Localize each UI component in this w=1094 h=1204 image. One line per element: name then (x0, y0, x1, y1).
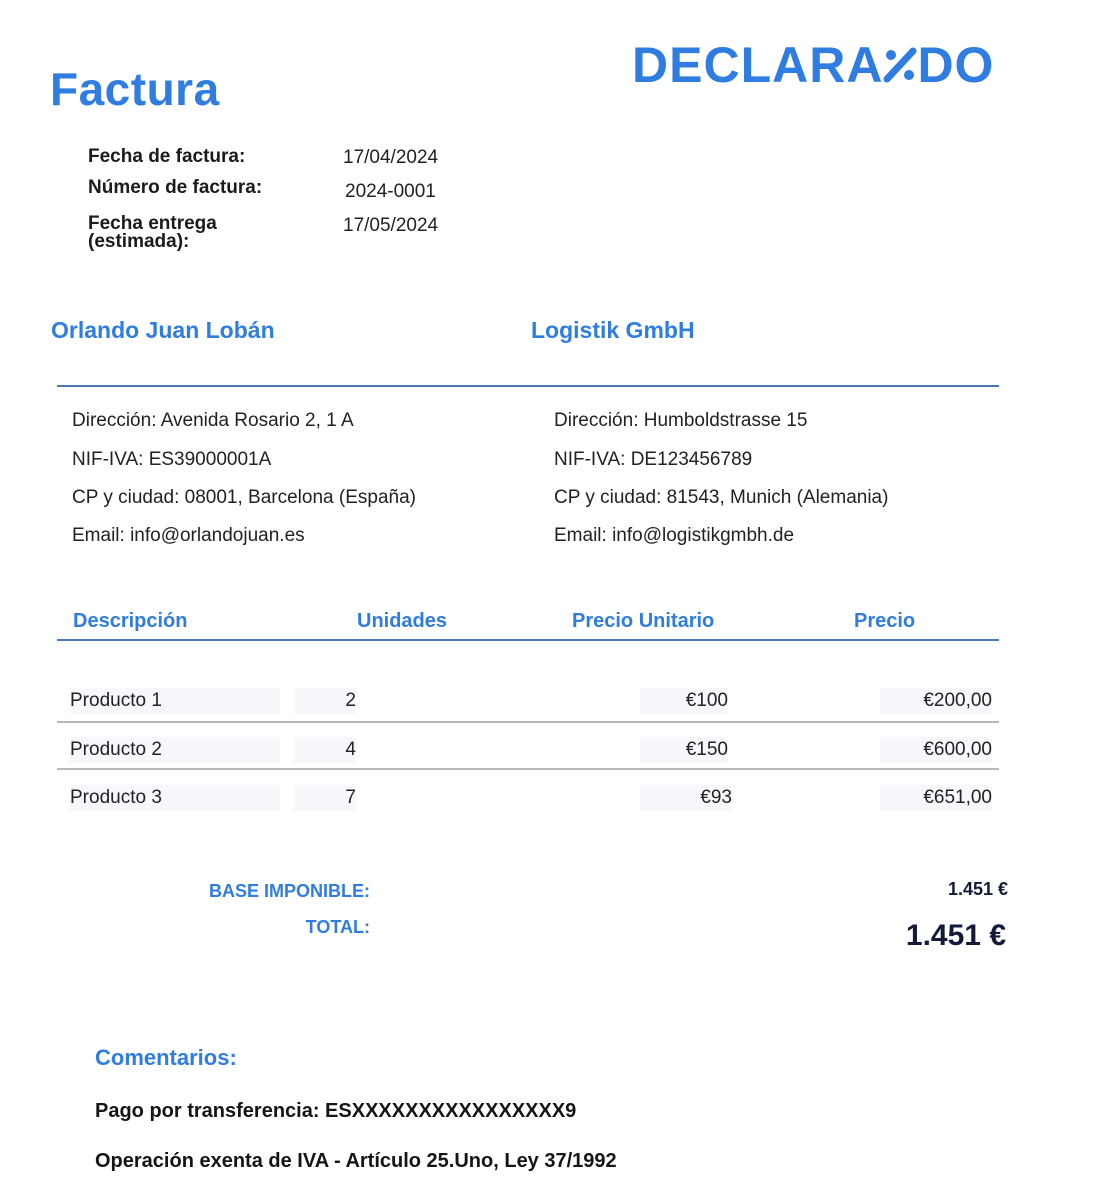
logo-cross-icon (883, 45, 917, 85)
base-imponible-value: 1.451 € (947, 879, 1008, 899)
table-row (0, 737, 1094, 765)
row-description: Producto 3 (70, 785, 280, 811)
column-header-unit-price: Precio Unitario (572, 610, 715, 632)
row-divider (57, 768, 999, 770)
row-price: €200,00 (880, 688, 992, 714)
base-imponible-label: BASE IMPONIBLE: (208, 881, 370, 901)
total-value: 1.451 € (905, 919, 1006, 952)
issuer-address: Dirección: Avenida Rosario 2, 1 A (72, 410, 354, 431)
total-label: TOTAL: (305, 917, 370, 937)
row-description: Producto 1 (70, 688, 280, 714)
issuer-name: Orlando Juan Lobán (51, 317, 275, 343)
table-row (0, 785, 1094, 813)
delivery-date-label: Fecha entrega (estimada): (88, 213, 217, 252)
invoice-date-value: 17/04/2024 (343, 147, 439, 168)
issuer-city: CP y ciudad: 08001, Barcelona (España) (72, 487, 416, 508)
table-header-divider (57, 639, 999, 641)
comment-line: Operación exenta de IVA - Artículo 25.Uno, Ley 37/1992 (95, 1150, 617, 1172)
row-price: €651,00 (880, 785, 992, 811)
comments-heading: Comentarios: (95, 1045, 237, 1070)
invoice-title: Factura (50, 63, 220, 115)
row-unit-price: €100 (640, 688, 728, 714)
row-price: €600,00 (880, 737, 992, 763)
row-unit-price: €93 (640, 785, 732, 811)
column-header-price: Precio (854, 610, 916, 632)
client-city: CP y ciudad: 81543, Munich (Alemania) (554, 487, 889, 508)
row-divider (57, 721, 999, 723)
row-units: 4 (294, 737, 356, 763)
table-row (0, 688, 1094, 716)
client-nif: NIF-IVA: DE123456789 (554, 449, 753, 470)
client-name: Logistik GmbH (531, 317, 695, 343)
column-header-units: Unidades (357, 610, 448, 632)
declarando-logo: DECLARA DO (632, 37, 995, 93)
row-units: 7 (294, 785, 356, 811)
comment-line: Pago por transferencia: ESXXXXXXXXXXXXXXXX9 (95, 1100, 577, 1122)
issuer-email: Email: info@orlandojuan.es (72, 525, 305, 546)
row-unit-price: €150 (640, 737, 728, 763)
column-header-description: Descripción (73, 610, 188, 632)
invoice-number-value: 2024-0001 (345, 181, 436, 202)
client-email: Email: info@logistikgmbh.de (554, 525, 795, 546)
delivery-date-value: 17/05/2024 (343, 215, 439, 236)
client-address: Dirección: Humboldstrasse 15 (554, 410, 808, 431)
issuer-nif: NIF-IVA: ES39000001A (72, 449, 272, 470)
invoice-date-label: Fecha de factura: (88, 146, 246, 167)
row-description: Producto 2 (70, 737, 280, 763)
party-divider (57, 385, 999, 387)
row-units: 2 (294, 688, 356, 714)
invoice-number-label: Número de factura: (88, 177, 263, 198)
